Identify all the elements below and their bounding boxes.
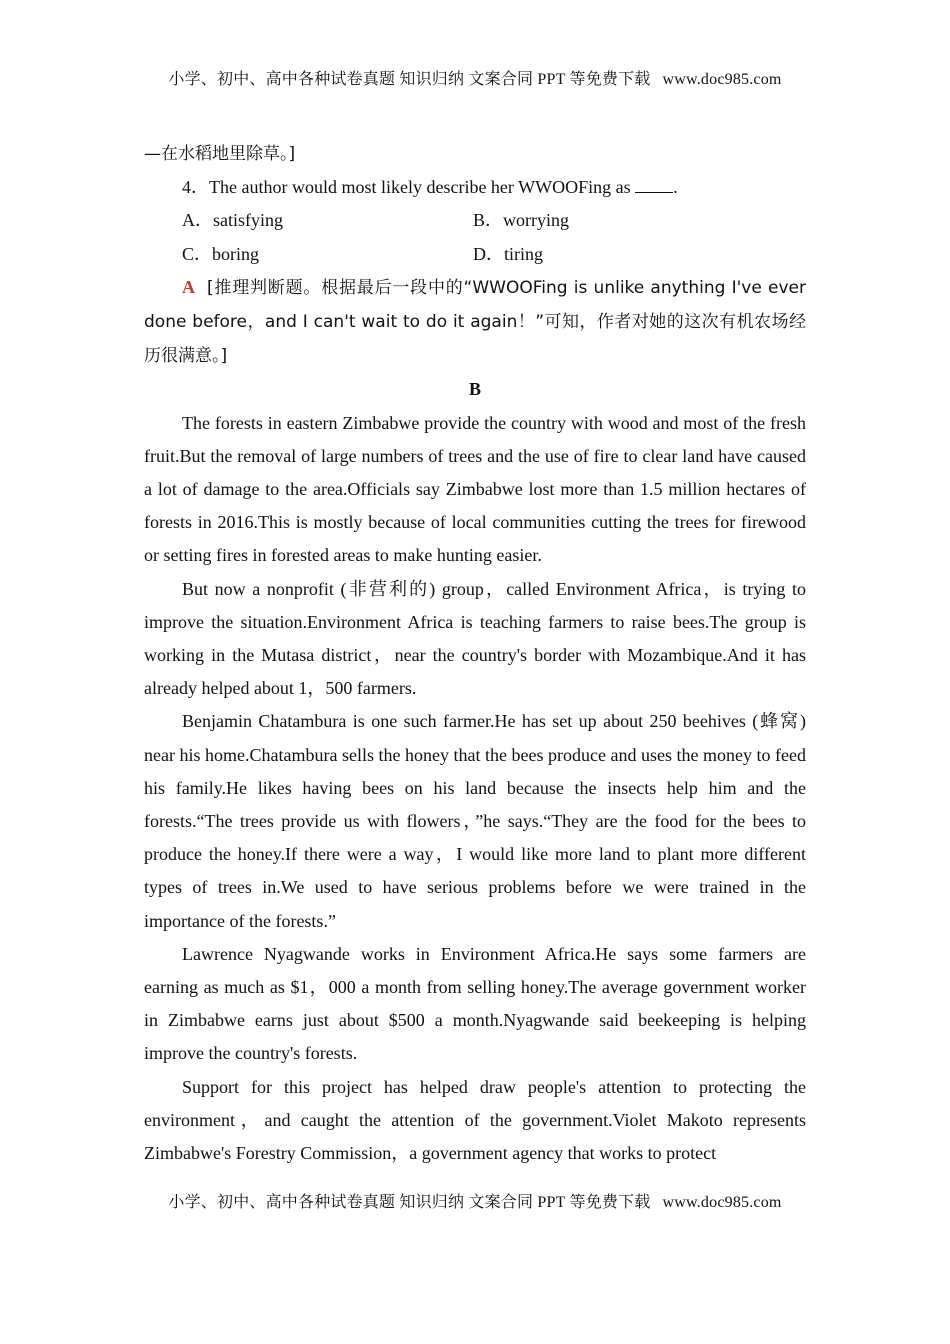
paragraph: Lawrence Nyagwande works in Environment Africa.He says some farmers are earning as much as $1，000 a month from selling honey.The average government worker in Zimbabwe earns just about $500 a month.Nyagwande said beekeeping is helping improve the country's forests. [144, 943, 806, 1064]
page-footer [0, 1189, 950, 1212]
options-row-2 [144, 238, 806, 271]
paragraph: Support for this project has helped draw people's attention to protecting the environment，and caught the attention of the government.Violet Makoto represents Zimbabwe's Forestry Commission，a government agency that works to protect [144, 1076, 806, 1164]
answer-explanation [144, 271, 806, 374]
previous-explanation-fragment: —在水稻地里除草。] [144, 144, 296, 164]
option-c: C．boring [182, 243, 260, 264]
page-header [0, 66, 950, 89]
paragraph: Benjamin Chatambura is one such farmer.He has set up about 250 beehives (蜂窝) near his home.Chatambura sells the honey that the bees produce and uses the money to feed his family.He likes having bees on his land because the insects help him and the forests.“The trees provide us with flowers，”he says.“They are the food for the bees to produce the honey.If there were a way，I would like more land to plant more different types of trees in.We used to have serious problems before we were trained in the importance of the forests.” [144, 711, 806, 931]
footer-url[interactable]: www.doc985.com [662, 1194, 782, 1211]
question-stem: The author would most likely describe her WWOOFing as [209, 177, 631, 198]
option-a: A．satisfying [182, 210, 283, 231]
paragraph: The forests in eastern Zimbabwe provide the country with wood and most of the fresh fruit.But the removal of large numbers of trees and the use of fire to clear land have caused a lot of damage to the area.Officials say Zimbabwe lost more than 1.5 million hectares of forests in 2016.This is mostly because of local communities cutting the trees for firewood or setting fires in forested areas to make hunting easier. [144, 412, 806, 566]
option-d: D．tiring [473, 243, 543, 264]
paragraph: But now a nonprofit (非营利的) group，called Environment Africa，is trying to improve the situation.Environment Africa is teaching farmers to raise bees.The group is working in the Mutasa district，near the country's border with Mozambique.And it has already helped about 1，500 farmers. [144, 578, 806, 699]
footer-text: 小学、初中、高中各种试卷真题 知识归纳 文案合同 PPT 等免费下载 [168, 1194, 651, 1211]
answer-blank [635, 178, 673, 193]
answer-letter: A [182, 276, 195, 297]
question-number: 4． [182, 177, 209, 198]
question-end: . [673, 177, 678, 198]
options-row-1 [144, 204, 806, 237]
question-4 [144, 171, 806, 204]
answer-explanation-text: [推理判断题。根据最后一段中的“WWOOFing is unlike anything I've ever done before，and I can't wait to do it again！”可知，作者对她的这次有机农场经历很满意。] [144, 277, 806, 367]
section-title: B [468, 379, 481, 400]
document-body [144, 138, 806, 1170]
header-url[interactable]: www.doc985.com [662, 71, 782, 88]
header-text: 小学、初中、高中各种试卷真题 知识归纳 文案合同 PPT 等免费下载 [168, 71, 651, 88]
option-b: B．worrying [473, 210, 569, 231]
